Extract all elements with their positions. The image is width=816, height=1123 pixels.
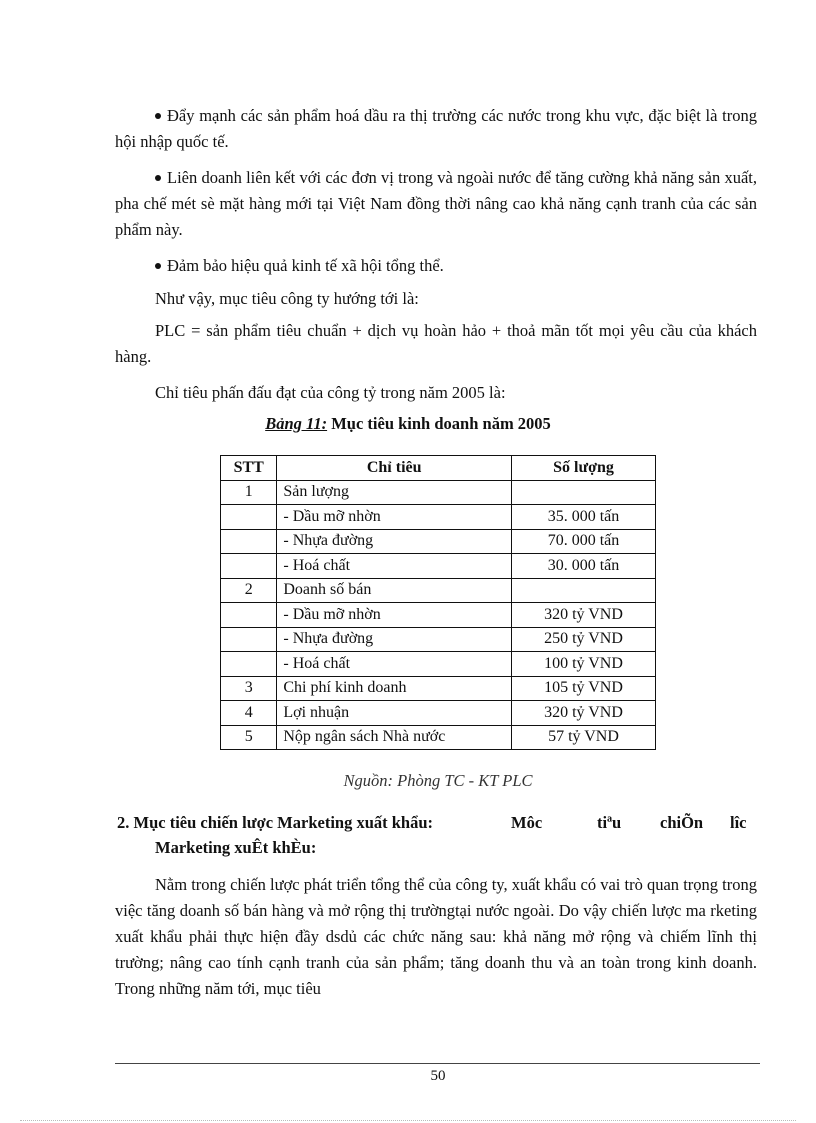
footer-divider [115, 1063, 760, 1064]
cell-quantity: 57 tỷ VND [511, 725, 655, 750]
cell-quantity: 320 tỷ VND [511, 603, 655, 628]
page-break-dots [20, 1120, 796, 1121]
business-targets-table [220, 455, 656, 750]
heading-garbled-word: lîc [730, 813, 747, 832]
table-row [221, 578, 656, 603]
cell-quantity: 320 tỷ VND [511, 701, 655, 726]
column-header-stt: STT [221, 456, 277, 481]
cell-stt: 2 [221, 578, 277, 603]
cell-stt: 1 [221, 480, 277, 505]
table-row [221, 480, 656, 505]
cell-indicator: Lợi nhuận [277, 701, 512, 726]
cell-quantity: 35. 000 tấn [511, 505, 655, 530]
cell-stt [221, 505, 277, 530]
table-row [221, 725, 656, 750]
bullet-icon [155, 175, 161, 181]
paragraph-company-goal: Như vậy, mục tiêu công ty hướng tới là: [155, 289, 419, 308]
section-body-paragraph: Nằm trong chiến lược phát triển tổng thể của công ty, xuất khẩu có vai trò quan trọng trong việc tăng doanh số bán hàng và mở rộng thị trườngtại nước ngoài. Do vậy chiến lược ma rketing xuất khẩu phải thực hiện đầy dsdủ các chức năng sau: khả năng mở rộng và chiếm lĩnh thị trường; nâng cao tính cạnh tranh của sản phẩm; tăng doanh thu và an toàn trong kinh doanh. Trong những năm tới, mục tiêu [115, 875, 757, 998]
bullet-paragraph-export: Đẩy mạnh các sản phẩm hoá dầu ra thị trường các nước trong khu vực, đặc biệt là trong hội nhập quốc tế. [115, 106, 757, 151]
cell-indicator: Sản lượng [277, 480, 512, 505]
cell-indicator: - Nhựa đường [277, 627, 512, 652]
cell-stt: 3 [221, 676, 277, 701]
bullet-paragraph-efficiency: Đảm bảo hiệu quả kinh tế xã hội tổng thể. [115, 253, 757, 279]
cell-stt: 4 [221, 701, 277, 726]
table-row [221, 701, 656, 726]
cell-quantity [511, 480, 655, 505]
paragraph-target-intro: Chỉ tiêu phấn đấu đạt của công tỷ trong năm 2005 là: [155, 383, 506, 402]
cell-stt [221, 652, 277, 677]
bullet-icon [155, 263, 161, 269]
cell-indicator: - Dầu mỡ nhờn [277, 603, 512, 628]
cell-stt [221, 554, 277, 579]
cell-indicator: - Hoá chất [277, 554, 512, 579]
cell-indicator: Doanh số bán [277, 578, 512, 603]
heading-garbled-word: tiªu [597, 813, 622, 832]
cell-indicator: Chi phí kinh doanh [277, 676, 512, 701]
cell-stt [221, 627, 277, 652]
page-number: 50 [430, 1068, 446, 1084]
table-row [221, 505, 656, 530]
cell-stt [221, 603, 277, 628]
table-row [221, 554, 656, 579]
table-source: Nguồn: Phòng TC - KT PLC [343, 771, 533, 790]
table-row [221, 652, 656, 677]
cell-quantity: 250 tỷ VND [511, 627, 655, 652]
table-row [221, 676, 656, 701]
bullet-paragraph-joint-venture: Liên doanh liên kết với các đơn vị trong và ngoài nước để tăng cường khả năng sản xuất, pha chế mét sè mặt hàng mới tại Việt Nam đồng thời nâng cao khả năng cạnh tranh của các sản phẩm này. [115, 168, 757, 239]
table-row [221, 529, 656, 554]
cell-stt [221, 529, 277, 554]
cell-indicator: - Dầu mỡ nhờn [277, 505, 512, 530]
column-header-quantity: Số lượng [511, 456, 655, 481]
table-row [221, 627, 656, 652]
cell-indicator: - Hoá chất [277, 652, 512, 677]
cell-quantity: 70. 000 tấn [511, 529, 655, 554]
paragraph-plc-formula: PLC = sản phẩm tiêu chuẩn + dịch vụ hoàn hảo + thoả mãn tốt mọi yêu cầu của khách hàng. [115, 321, 757, 366]
cell-indicator: - Nhựa đường [277, 529, 512, 554]
table-row [221, 603, 656, 628]
cell-quantity: 30. 000 tấn [511, 554, 655, 579]
heading-garbled-line: Marketing xuÊt khÈu: [155, 838, 317, 857]
heading-title: 2. Mục tiêu chiến lược Marketing xuất khẩu: [117, 813, 434, 832]
cell-quantity [511, 578, 655, 603]
heading-garbled-word: Môc [511, 813, 543, 832]
heading-garbled-word: chiÕn [660, 813, 704, 832]
cell-stt: 5 [221, 725, 277, 750]
cell-quantity: 105 tỷ VND [511, 676, 655, 701]
cell-indicator: Nộp ngân sách Nhà nước [277, 725, 512, 750]
cell-quantity: 100 tỷ VND [511, 652, 655, 677]
table-caption: Bảng 11: Mục tiêu kinh doanh năm 2005 [265, 414, 551, 433]
bullet-icon [155, 113, 161, 119]
table-header-row [221, 456, 656, 481]
column-header-indicator: Chỉ tiêu [277, 456, 512, 481]
